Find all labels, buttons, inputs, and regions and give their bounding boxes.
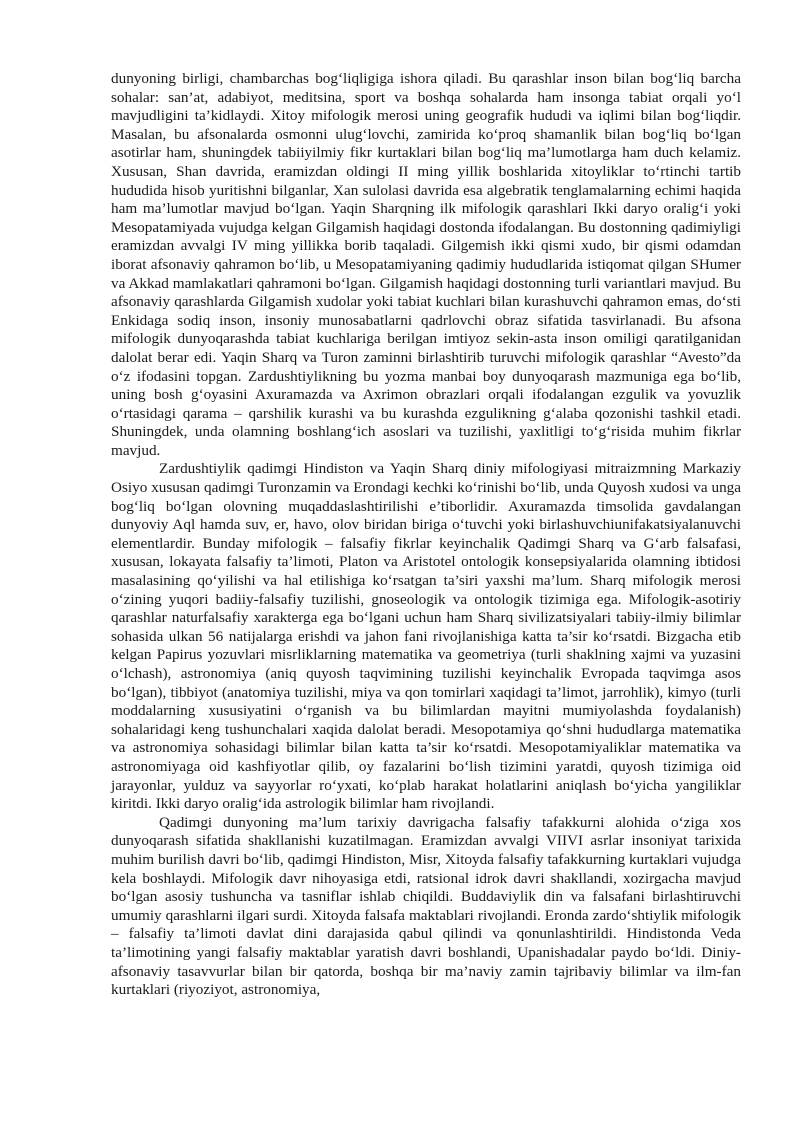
- paragraph-1: dunyoning birligi, chambarchas bog‘liqligiga ishora qiladi. Bu qarashlar inson bilan bog‘liq barcha sohalar: san’at, adabiyot, meditsina, sport va boshqa sohalarda ham insonga tabiat orqali yo‘l mavjudligini ta’kidlaydi. Xitoy mifologik merosi uning geografik hududi va iqlimi bilan bog‘liqdir. Masalan, bu afsonalarda osmonni ulug‘lovchi, zamirida ko‘proq shamanlik bilan bog‘liq bo‘lgan asotirlar ham, shuningdek tabiiyilmiy fikr kurtaklari bilan bog‘liq ma’lumotlarga ham duch kelamiz. Xususan, Shan davrida, eramizdan oldingi II ming yillik boshlarida xitoyliklar to‘rtinchi tartib hududida hisob yuritishni bilganlar, Xan sulolasi davrida esa algebratik tenglamalarning echimi haqida ham ma’lumotlar mavjud bo‘lgan. Yaqin Sharqning ilk mifologik qarashlari Ikki daryo oralig‘i yoki Mesopatamiyada vujudga kelgan Gilgamish haqidagi dostonda ifodalangan. Bu dostonning qadimiyligi eramizdan avvalgi IV ming yillikka borib taqaladi. Gilgemish ikki qismi xudo, bir qismi odamdan iborat afsonaviy qahramon bo‘lib, u Mesopatamiyaning qadimiy hududlarida istiqomat qilgan SHumer va Akkad mamlakatlari qahramoni bo‘lgan. Gilgamish haqidagi dostonning turli variantlari mavjud. Bu afsonaviy qarashlarda Gilgamish xudolar yoki tabiat kuchlari bilan kurashuvchi qahramon emas, do‘sti Enkidaga sodiq inson, insoniy munosabatlarni qadrlovchi obraz sifatida tasvirlanadi. Bu afsona mifologik dunyoqarashda tabiat kuchlariga berilgan imtiyoz sekin-asta inson omiligi qaratilganidan dalolat berar edi. Yaqin Sharq va Turon zaminni birlashtirib turuvchi mifologik qarashlar “Avesto”da o‘z ifodasini topgan. Zardushtiylikning bu yozma manbai boy dunyoqarash mazmuniga ega bo‘lib, uning bosh g‘oyasini Axuramazda va Axrimon obrazlari orqali ifodalangan ezgulik va yovuzlik o‘rtasidagi qarama – qarshilik kurashi va bu kurashda ezgulikning g‘alaba qozonishi tashkil etadi. Shuningdek, unda olamning boshlang‘ich asoslari va tuzilishi, yaxlitligi to‘g‘risida muhim fikrlar mavjud.: [111, 70, 741, 459]
- paragraph-3: Qadimgi dunyoning ma’lum tarixiy davrigacha falsafiy tafakkurni alohida o‘ziga xos dunyoqarash sifatida shakllanishi kuzatilmagan. Eramizdan avvalgi VIIVI asrlar insoniyat tarixida muhim burilish davri bo‘lib, qadimgi Hindiston, Misr, Xitoyda falsafiy tafakkurning kurtaklari vujudga kela boshlaydi. Mifologik davr nihoyasiga etdi, ratsional idrok davri shakllandi, xozirgacha mavjud bo‘lgan asosiy tushuncha va tasniflar ishlab chiqildi. Buddaviylik din va falsafani birlashtiruvchi umumiy qarashlarni ilgari surdi. Xitoyda falsafa maktablari rivojlandi. Eronda zardo‘shtiylik mifologik – falsafiy ta’limoti davlat dini darajasida qabul qilindi va qonunlashtirildi. Hindistonda Veda ta’limotining yangi falsafiy maktablar yaratish davri boshlandi, Upanishadalar paydo bo‘ldi. Diniy-afsonaviy tasavvurlar bilan bir qatorda, boshqa bir ma’naviy zamin tajribaviy bilimlar va ilm-fan kurtaklari (riyoziyot, astronomiya,: [111, 813, 741, 999]
- paragraph-2: Zardushtiylik qadimgi Hindiston va Yaqin Sharq diniy mifologiyasi mitraizmning Markaziy Osiyo xususan qadimgi Turonzamin va Erondagi kechki ko‘rinishi bo‘lib, unda Quyosh xudosi va unga bog‘liq bo‘lgan olovning muqaddaslashtirilishi e’tiborlidir. Axuramazda timsolida gavdalangan dunyoviy Aql hamda suv, er, havo, olov biridan biriga o‘tuvchi yoki birlashuvchiunifakatsiyalanuvchi elementlardir. Bunday mifologik – falsafiy fikrlar keyinchalik Qadimgi Sharq va G‘arb falsafasi, xususan, lokayata falsafiy ta’limoti, Platon va Aristotel ontologik konsepsiyalarida olamning ibtidosi masalasining qo‘yilishi va hal etilishiga ko‘rsatgan ta’siri yaxshi ma’lum. Sharq mifologik merosi o‘zining yuqori badiiy-falsafiy tuzilishi, gnoseologik va ontologik tizimiga ega. Mifologik-asotiriy qarashlar naturfalsafiy xarakterga ega bo‘lgani uchun ham Sharq sivilizatsiyalari tabiiy-ilmiy bilimlar sohasida ulkan 56 natijalarga erishdi va jahon fani rivojlanishiga katta ta’sir ko‘rsatdi. Bizgacha etib kelgan Papirus yozuvlari misrliklarning matematika va geometriya (turli shaklning xajmi va yuzasini o‘lchash), astronomiya (aniq quyosh taqvimining tuzilishi keyinchalik Evropada taqvimga asos bo‘lgan), tibbiyot (anatomiya tuzilishi, miya va qon tomirlari xaqidagi ta’limot, jarrohlik), kimyo (turli moddalarning xususiyatini o‘rganish va bu bilimlardan mayitni mumiyolashda foydalanish) sohalaridagi keng tushunchalari xaqida dalolat beradi. Mesopotamiya qo‘shni hududlarga matematika va astronomiya sohasidagi bilimlar bilan katta ta’sir ko‘rsatdi. Mesopotamiyaliklar matematika va astronomiyaga oid kashfiyotlar qilib, oy fazalarini bo‘lish tizimini yaratdi, quyosh tizimiga oid jarayonlar, yulduz va sayyorlar ro‘yxati, ko‘plab harakat holatlarini aniqlash bo‘yicha yangiliklar kiritdi. Ikki daryo oralig‘ida astrologik bilimlar ham rivojlandi.: [111, 460, 741, 813]
- document-page: [111, 70, 741, 1000]
